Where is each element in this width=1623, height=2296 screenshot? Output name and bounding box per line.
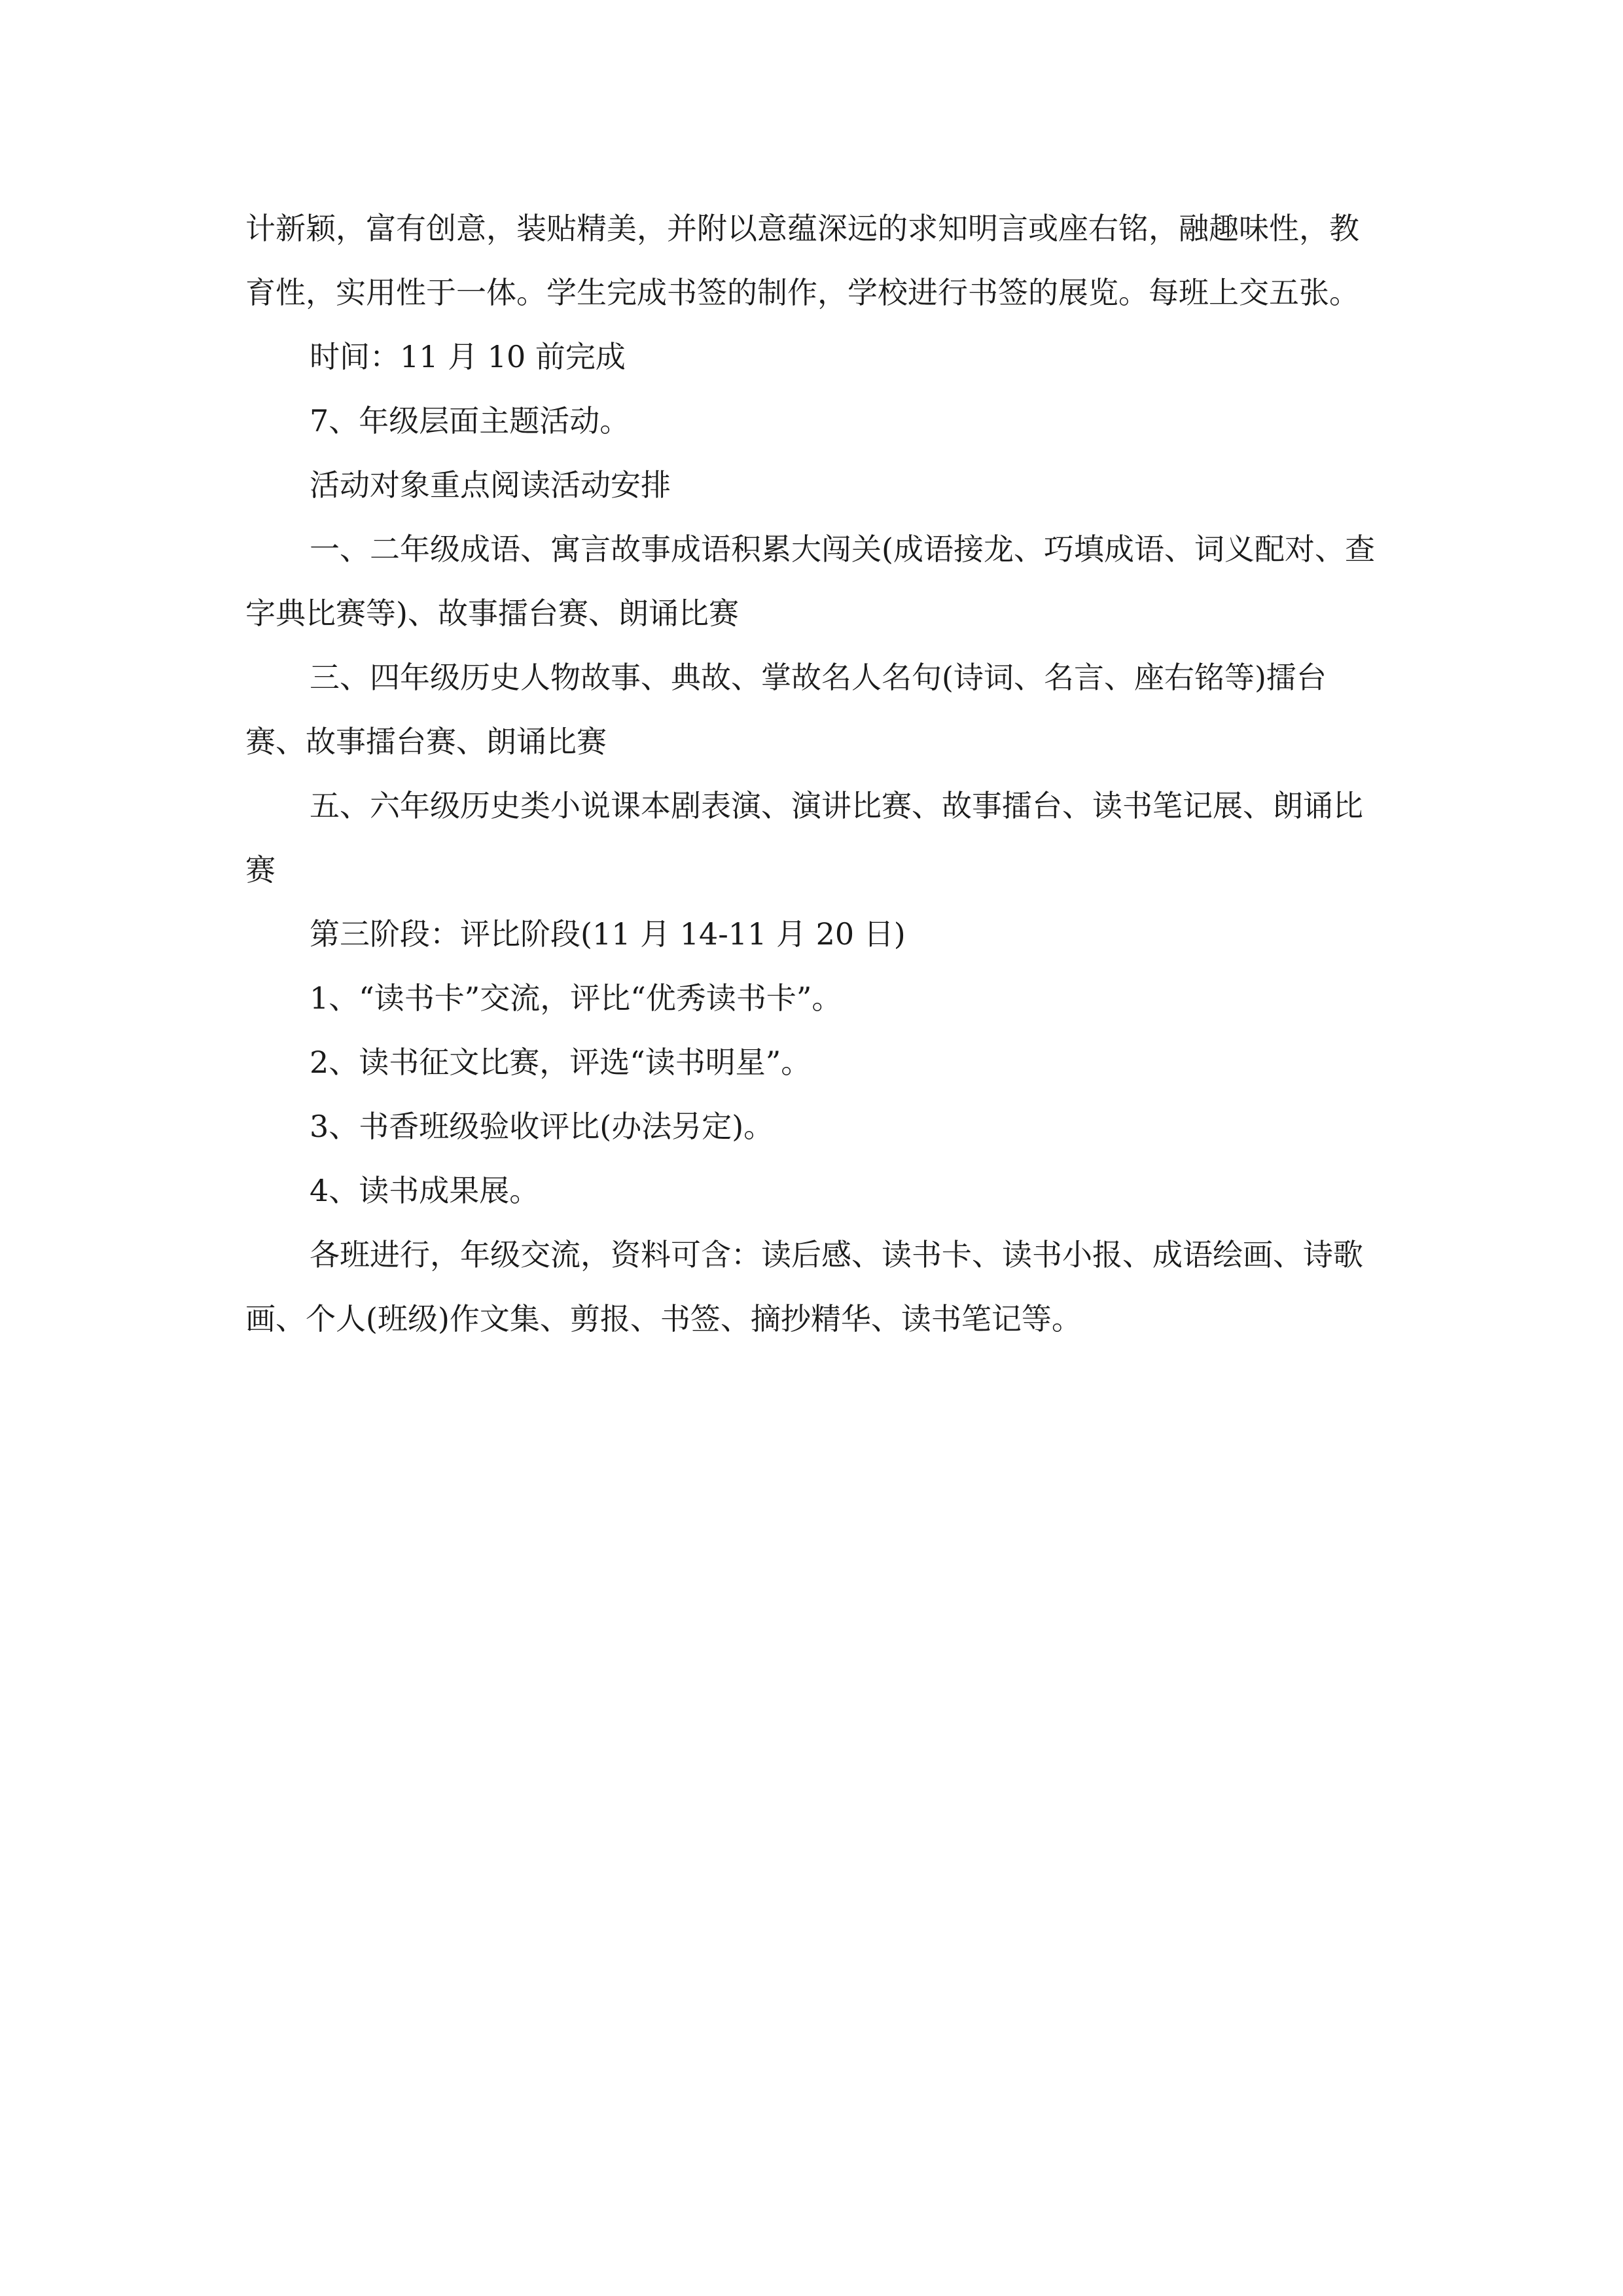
paragraph-time: 时间：11 月 10 前完成 [310,339,626,374]
document-page [245,196,1384,1351]
paragraph-item-2: 2、读书征文比赛，评选“读书明星”。 [310,1045,812,1080]
paragraph-bookmark-description: 计新颖，富有创意，装贴精美，并附以意蕴深远的求知明言或座右铭，融趣味性，教育性，实用性于一体。学生完成书签的制作，学校进行书签的展览。每班上交五张。 [245,211,1359,310]
paragraph-grade-3-4: 三、四年级历史人物故事、典故、掌故名人名句(诗词、名言、座右铭等)擂台赛、故事擂台赛、朗诵比赛 [245,660,1327,759]
paragraph-class-exchange: 各班进行，年级交流，资料可含：读后感、读书卡、读书小报、成语绘画、诗歌画、个人(班级)作文集、剪报、书签、摘抄精华、读书笔记等。 [245,1237,1363,1336]
paragraph-item-1: 1、“读书卡”交流，评比“优秀读书卡”。 [310,980,842,1016]
paragraph-grade-5-6: 五、六年级历史类小说课本剧表演、演讲比赛、故事擂台、读书笔记展、朗诵比赛 [245,788,1363,888]
paragraph-item-4: 4、读书成果展。 [310,1173,540,1208]
paragraph-grade-1-2: 一、二年级成语、寓言故事成语积累大闯关(成语接龙、巧填成语、词义配对、查字典比赛等)、故事擂台赛、朗诵比赛 [245,531,1375,631]
paragraph-grade-activities-heading: 7、年级层面主题活动。 [310,403,630,439]
paragraph-stage-three-heading: 第三阶段：评比阶段(11 月 14-11 月 20 日) [310,916,906,952]
paragraph-item-3: 3、书香班级验收评比(办法另定)。 [310,1109,774,1144]
paragraph-activity-arrangement-heading: 活动对象重点阅读活动安排 [310,467,671,503]
